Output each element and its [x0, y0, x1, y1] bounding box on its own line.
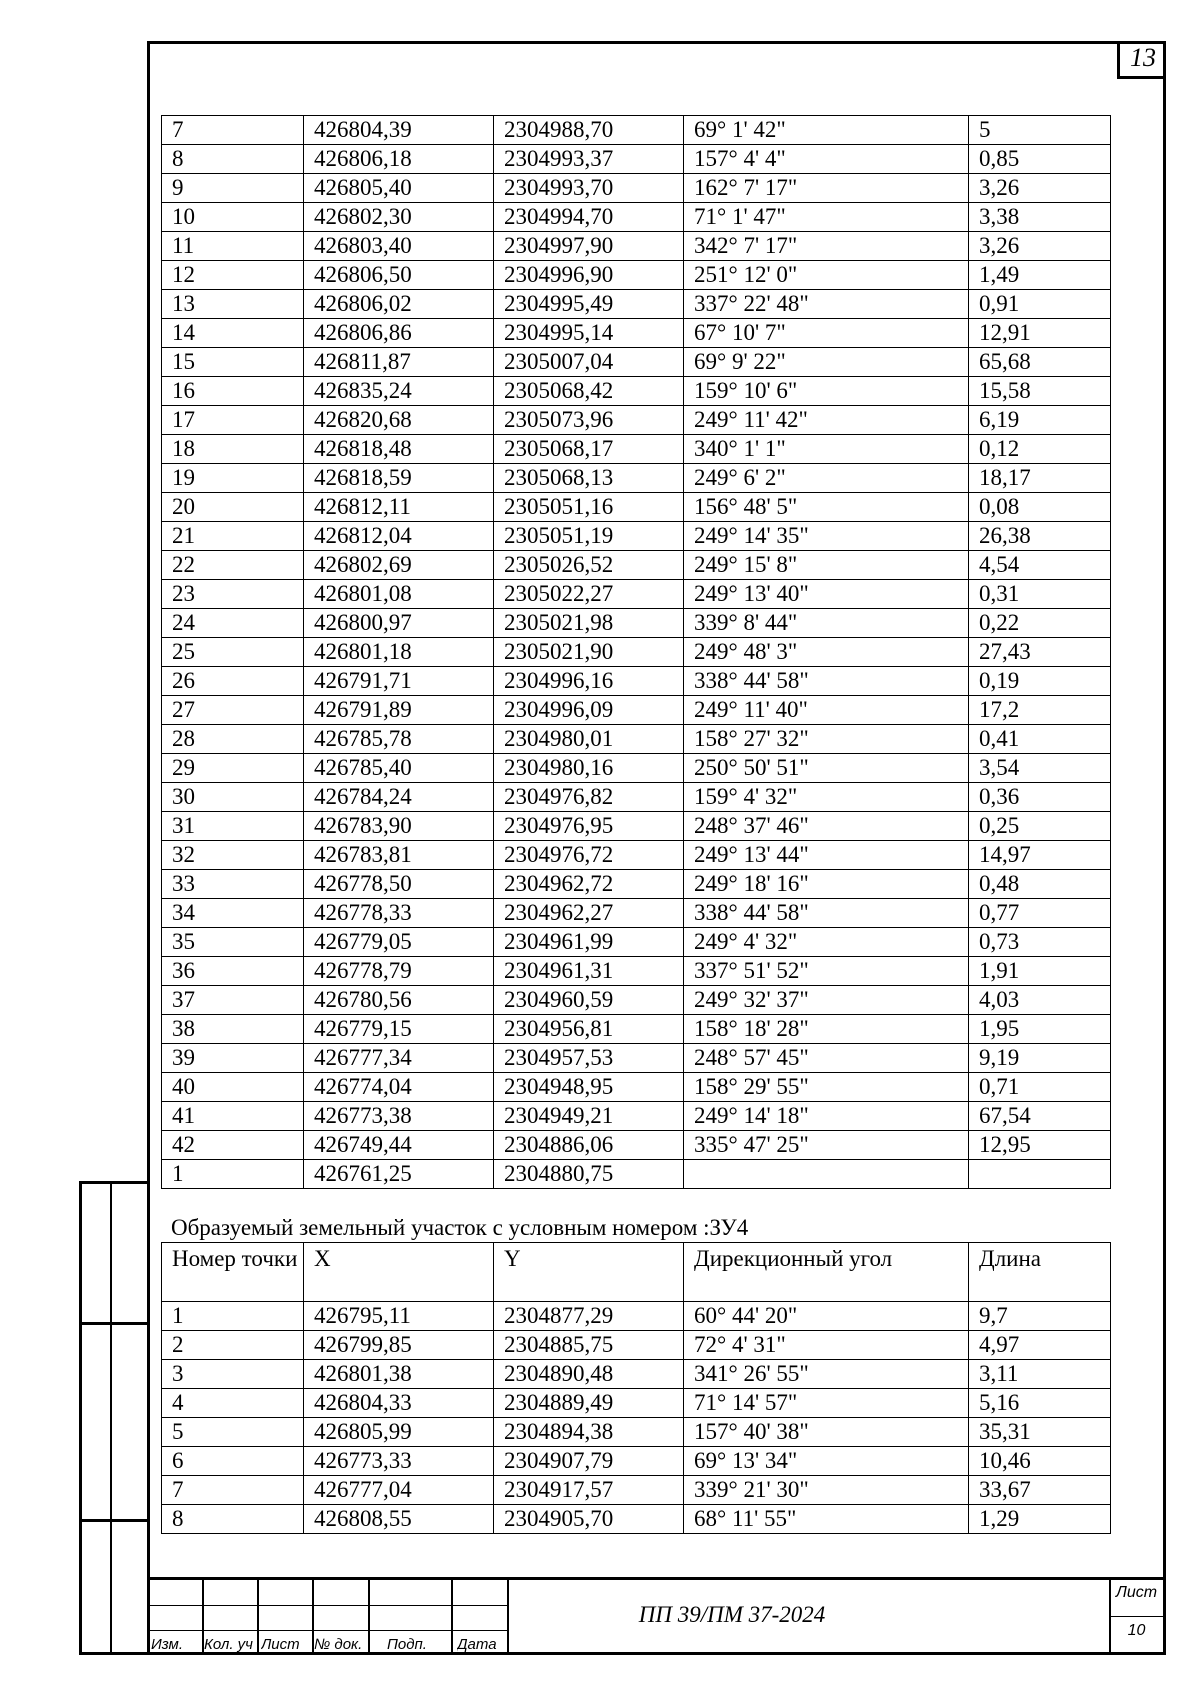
margin-divider — [82, 1519, 150, 1522]
point-number-cell: 25 — [162, 638, 304, 667]
point-number-cell: 29 — [162, 754, 304, 783]
x-coordinate-cell: 426811,87 — [304, 348, 494, 377]
table-row — [162, 841, 1111, 870]
sheet-label: Лист — [1115, 1584, 1158, 1601]
y-coordinate-cell: 2304976,95 — [494, 812, 684, 841]
bearing-cell: 157° 4' 4" — [684, 145, 969, 174]
point-number-cell: 34 — [162, 899, 304, 928]
table-row — [162, 1102, 1111, 1131]
x-coordinate-cell: 426803,40 — [304, 232, 494, 261]
x-coordinate-cell: 426779,05 — [304, 928, 494, 957]
y-coordinate-cell: 2304889,49 — [494, 1389, 684, 1418]
sheet-page-number: 10 — [1127, 1622, 1146, 1639]
bearing-cell: 248° 57' 45" — [684, 1044, 969, 1073]
point-number-cell: 37 — [162, 986, 304, 1015]
y-coordinate-cell: 2304917,57 — [494, 1476, 684, 1505]
point-number-cell: 36 — [162, 957, 304, 986]
x-coordinate-cell: 426779,15 — [304, 1015, 494, 1044]
y-coordinate-cell: 2304905,70 — [494, 1505, 684, 1534]
y-coordinate-cell: 2304957,53 — [494, 1044, 684, 1073]
length-cell: 1,49 — [969, 261, 1111, 290]
x-coordinate-cell: 426761,25 — [304, 1160, 494, 1189]
point-number-cell: 10 — [162, 203, 304, 232]
length-cell — [969, 1160, 1111, 1189]
length-cell: 65,68 — [969, 348, 1111, 377]
table-row — [162, 754, 1111, 783]
bearing-cell: 248° 37' 46" — [684, 812, 969, 841]
x-coordinate-cell: 426802,69 — [304, 551, 494, 580]
y-coordinate-cell: 2304980,16 — [494, 754, 684, 783]
length-cell: 9,19 — [969, 1044, 1111, 1073]
y-coordinate-cell: 2304995,49 — [494, 290, 684, 319]
length-cell: 33,67 — [969, 1476, 1111, 1505]
length-cell: 12,91 — [969, 319, 1111, 348]
bearing-cell: 249° 4' 32" — [684, 928, 969, 957]
bearing-cell: 72° 4' 31" — [684, 1331, 969, 1360]
point-number-cell: 8 — [162, 1505, 304, 1534]
x-coordinate-cell: 426795,11 — [304, 1302, 494, 1331]
table-row — [162, 580, 1111, 609]
x-coordinate-cell: 426820,68 — [304, 406, 494, 435]
bearing-cell: 157° 40' 38" — [684, 1418, 969, 1447]
y-coordinate-cell: 2304980,01 — [494, 725, 684, 754]
bearing-cell: 249° 32' 37" — [684, 986, 969, 1015]
x-coordinate-cell: 426812,11 — [304, 493, 494, 522]
x-coordinate-cell: 426804,39 — [304, 116, 494, 145]
point-number-cell: 6 — [162, 1447, 304, 1476]
length-cell: 6,19 — [969, 406, 1111, 435]
y-coordinate-cell: 2304976,82 — [494, 783, 684, 812]
y-coordinate-cell: 2304956,81 — [494, 1015, 684, 1044]
x-coordinate-cell: 426791,89 — [304, 696, 494, 725]
bearing-cell: 159° 10' 6" — [684, 377, 969, 406]
table-row — [162, 667, 1111, 696]
sheet-number-box — [1117, 41, 1166, 79]
point-number-cell: 17 — [162, 406, 304, 435]
point-number-cell: 39 — [162, 1044, 304, 1073]
bearing-cell: 249° 18' 16" — [684, 870, 969, 899]
point-number-cell: 4 — [162, 1389, 304, 1418]
point-number-cell: 9 — [162, 174, 304, 203]
y-coordinate-cell: 2304880,75 — [494, 1160, 684, 1189]
bearing-cell: 249° 48' 3" — [684, 638, 969, 667]
x-coordinate-cell: 426791,71 — [304, 667, 494, 696]
col-label-list: Лист — [261, 1636, 300, 1653]
x-coordinate-cell: 426777,34 — [304, 1044, 494, 1073]
table-row — [162, 1131, 1111, 1160]
point-number-cell: 14 — [162, 319, 304, 348]
x-coordinate-cell: 426785,78 — [304, 725, 494, 754]
table-row — [162, 638, 1111, 667]
col-label-signature: Подп. — [387, 1636, 427, 1653]
point-number-cell: 30 — [162, 783, 304, 812]
point-number-cell: 26 — [162, 667, 304, 696]
table-row — [162, 1331, 1111, 1360]
table-row — [162, 696, 1111, 725]
point-number-cell: 22 — [162, 551, 304, 580]
y-coordinate-cell: 2305068,13 — [494, 464, 684, 493]
bearing-cell: 339° 8' 44" — [684, 609, 969, 638]
y-coordinate-cell: 2304962,72 — [494, 870, 684, 899]
length-cell: 0,41 — [969, 725, 1111, 754]
table-row — [162, 1447, 1111, 1476]
table-row — [162, 319, 1111, 348]
length-cell: 0,73 — [969, 928, 1111, 957]
bearing-cell: 67° 10' 7" — [684, 319, 969, 348]
y-coordinate-cell: 2304996,09 — [494, 696, 684, 725]
bearing-cell: 249° 13' 44" — [684, 841, 969, 870]
x-coordinate-cell: 426801,38 — [304, 1360, 494, 1389]
title-block-divider — [368, 1580, 370, 1655]
x-coordinate-cell: 426806,18 — [304, 145, 494, 174]
header-bearing: Дирекционный угол — [684, 1243, 969, 1302]
col-label-date: Дата — [457, 1636, 497, 1653]
y-coordinate-cell: 2304996,90 — [494, 261, 684, 290]
y-coordinate-cell: 2304949,21 — [494, 1102, 684, 1131]
y-coordinate-cell: 2305007,04 — [494, 348, 684, 377]
table-row — [162, 232, 1111, 261]
point-number-cell: 13 — [162, 290, 304, 319]
y-coordinate-cell: 2304997,90 — [494, 232, 684, 261]
col-label-doc-number: № док. — [314, 1636, 363, 1653]
y-coordinate-cell: 2305068,17 — [494, 435, 684, 464]
point-number-cell: 7 — [162, 1476, 304, 1505]
table-row — [162, 899, 1111, 928]
section-title: Образуемый земельный участок с условным номером :ЗУ4 — [171, 1215, 749, 1240]
bearing-cell: 250° 50' 51" — [684, 754, 969, 783]
bearing-cell: 68° 11' 55" — [684, 1505, 969, 1534]
table-row — [162, 464, 1111, 493]
x-coordinate-cell: 426780,56 — [304, 986, 494, 1015]
y-coordinate-cell: 2304960,59 — [494, 986, 684, 1015]
length-cell: 67,54 — [969, 1102, 1111, 1131]
x-coordinate-cell: 426805,99 — [304, 1418, 494, 1447]
table-row — [162, 406, 1111, 435]
point-number-cell: 3 — [162, 1360, 304, 1389]
x-coordinate-cell: 426785,40 — [304, 754, 494, 783]
table-row — [162, 261, 1111, 290]
bearing-cell: 249° 15' 8" — [684, 551, 969, 580]
bearing-cell: 249° 14' 18" — [684, 1102, 969, 1131]
table-row — [162, 725, 1111, 754]
length-cell: 0,48 — [969, 870, 1111, 899]
title-block-divider — [451, 1580, 453, 1655]
x-coordinate-cell: 426802,30 — [304, 203, 494, 232]
y-coordinate-cell: 2304961,99 — [494, 928, 684, 957]
y-coordinate-cell: 2304894,38 — [494, 1418, 684, 1447]
table-row — [162, 435, 1111, 464]
length-cell: 0,25 — [969, 812, 1111, 841]
point-number-cell: 41 — [162, 1102, 304, 1131]
margin-stamp — [79, 1181, 150, 1655]
bearing-cell: 158° 18' 28" — [684, 1015, 969, 1044]
margin-divider — [82, 1322, 150, 1325]
x-coordinate-cell: 426783,90 — [304, 812, 494, 841]
length-cell: 3,38 — [969, 203, 1111, 232]
margin-divider — [110, 1184, 112, 1652]
table-row — [162, 1073, 1111, 1102]
length-cell: 0,91 — [969, 290, 1111, 319]
point-number-cell: 18 — [162, 435, 304, 464]
bearing-cell: 71° 14' 57" — [684, 1389, 969, 1418]
length-cell: 10,46 — [969, 1447, 1111, 1476]
table-row — [162, 609, 1111, 638]
table-row — [162, 145, 1111, 174]
y-coordinate-cell: 2304993,37 — [494, 145, 684, 174]
length-cell: 0,77 — [969, 899, 1111, 928]
table-row — [162, 116, 1111, 145]
length-cell: 0,08 — [969, 493, 1111, 522]
bearing-cell — [684, 1160, 969, 1189]
x-coordinate-cell: 426808,55 — [304, 1505, 494, 1534]
point-number-cell: 20 — [162, 493, 304, 522]
length-cell: 27,43 — [969, 638, 1111, 667]
x-coordinate-cell: 426806,86 — [304, 319, 494, 348]
y-coordinate-cell: 2305051,16 — [494, 493, 684, 522]
y-coordinate-cell: 2305073,96 — [494, 406, 684, 435]
x-coordinate-cell: 426783,81 — [304, 841, 494, 870]
x-coordinate-cell: 426812,04 — [304, 522, 494, 551]
table-row — [162, 1505, 1111, 1534]
point-number-cell: 28 — [162, 725, 304, 754]
table-row — [162, 957, 1111, 986]
y-coordinate-cell: 2305022,27 — [494, 580, 684, 609]
point-number-cell: 27 — [162, 696, 304, 725]
y-coordinate-cell: 2304962,27 — [494, 899, 684, 928]
col-label-izm: Изм. — [151, 1636, 183, 1653]
bearing-cell: 251° 12' 0" — [684, 261, 969, 290]
header-y: Y — [494, 1243, 684, 1302]
bearing-cell: 159° 4' 32" — [684, 783, 969, 812]
length-cell: 1,95 — [969, 1015, 1111, 1044]
length-cell: 4,03 — [969, 986, 1111, 1015]
bearing-cell: 69° 1' 42" — [684, 116, 969, 145]
x-coordinate-cell: 426801,18 — [304, 638, 494, 667]
y-coordinate-cell: 2304886,06 — [494, 1131, 684, 1160]
length-cell: 15,58 — [969, 377, 1111, 406]
length-cell: 3,26 — [969, 174, 1111, 203]
y-coordinate-cell: 2304976,72 — [494, 841, 684, 870]
table-row — [162, 290, 1111, 319]
y-coordinate-cell: 2304993,70 — [494, 174, 684, 203]
x-coordinate-cell: 426778,50 — [304, 870, 494, 899]
table-row — [162, 1015, 1111, 1044]
x-coordinate-cell: 426805,40 — [304, 174, 494, 203]
y-coordinate-cell: 2305026,52 — [494, 551, 684, 580]
x-coordinate-cell: 426749,44 — [304, 1131, 494, 1160]
x-coordinate-cell: 426804,33 — [304, 1389, 494, 1418]
table-row — [162, 522, 1111, 551]
table-row — [162, 1302, 1111, 1331]
y-coordinate-cell: 2304907,79 — [494, 1447, 684, 1476]
table-row — [162, 928, 1111, 957]
x-coordinate-cell: 426784,24 — [304, 783, 494, 812]
header-length: Длина — [969, 1243, 1111, 1302]
table-row — [162, 870, 1111, 899]
bearing-cell: 249° 6' 2" — [684, 464, 969, 493]
x-coordinate-cell: 426835,24 — [304, 377, 494, 406]
length-cell: 1,91 — [969, 957, 1111, 986]
length-cell: 1,29 — [969, 1505, 1111, 1534]
x-coordinate-cell: 426774,04 — [304, 1073, 494, 1102]
length-cell: 35,31 — [969, 1418, 1111, 1447]
length-cell: 4,54 — [969, 551, 1111, 580]
bearing-cell: 156° 48' 5" — [684, 493, 969, 522]
length-cell: 17,2 — [969, 696, 1111, 725]
y-coordinate-cell: 2304995,14 — [494, 319, 684, 348]
x-coordinate-cell: 426778,79 — [304, 957, 494, 986]
length-cell: 0,71 — [969, 1073, 1111, 1102]
point-number-cell: 35 — [162, 928, 304, 957]
table-row — [162, 1476, 1111, 1505]
bearing-cell: 342° 7' 17" — [684, 232, 969, 261]
table-row — [162, 203, 1111, 232]
y-coordinate-cell: 2304885,75 — [494, 1331, 684, 1360]
x-coordinate-cell: 426818,48 — [304, 435, 494, 464]
length-cell: 3,54 — [969, 754, 1111, 783]
bearing-cell: 335° 47' 25" — [684, 1131, 969, 1160]
point-number-cell: 12 — [162, 261, 304, 290]
point-number-cell: 21 — [162, 522, 304, 551]
length-cell: 0,19 — [969, 667, 1111, 696]
length-cell: 0,22 — [969, 609, 1111, 638]
table-row — [162, 1418, 1111, 1447]
x-coordinate-cell: 426806,02 — [304, 290, 494, 319]
bearing-cell: 249° 11' 42" — [684, 406, 969, 435]
col-label-kol-uch: Кол. уч — [204, 1636, 253, 1653]
bearing-cell: 337° 22' 48" — [684, 290, 969, 319]
bearing-cell: 337° 51' 52" — [684, 957, 969, 986]
y-coordinate-cell: 2305051,19 — [494, 522, 684, 551]
x-coordinate-cell: 426773,38 — [304, 1102, 494, 1131]
x-coordinate-cell: 426818,59 — [304, 464, 494, 493]
bearing-cell: 60° 44' 20" — [684, 1302, 969, 1331]
title-block-divider — [257, 1580, 259, 1655]
point-number-cell: 11 — [162, 232, 304, 261]
table-row — [162, 812, 1111, 841]
point-number-cell: 8 — [162, 145, 304, 174]
length-cell: 12,95 — [969, 1131, 1111, 1160]
header-x: X — [304, 1243, 494, 1302]
bearing-cell: 341° 26' 55" — [684, 1360, 969, 1389]
document-code: ПП 39/ПМ 37-2024 — [638, 1602, 826, 1627]
point-number-cell: 24 — [162, 609, 304, 638]
bearing-cell: 162° 7' 17" — [684, 174, 969, 203]
length-cell: 3,26 — [969, 232, 1111, 261]
length-cell: 5,16 — [969, 1389, 1111, 1418]
bearing-cell: 249° 11' 40" — [684, 696, 969, 725]
length-cell: 26,38 — [969, 522, 1111, 551]
bearing-cell: 71° 1' 47" — [684, 203, 969, 232]
title-block-rule — [1109, 1616, 1166, 1617]
point-number-cell: 33 — [162, 870, 304, 899]
y-coordinate-cell: 2304961,31 — [494, 957, 684, 986]
y-coordinate-cell: 2304890,48 — [494, 1360, 684, 1389]
point-number-cell: 23 — [162, 580, 304, 609]
table-row — [162, 1044, 1111, 1073]
x-coordinate-cell: 426799,85 — [304, 1331, 494, 1360]
length-cell: 0,36 — [969, 783, 1111, 812]
sheet-number: 13 — [1130, 43, 1156, 72]
bearing-cell: 340° 1' 1" — [684, 435, 969, 464]
point-number-cell: 42 — [162, 1131, 304, 1160]
x-coordinate-cell: 426801,08 — [304, 580, 494, 609]
table-header-row — [162, 1243, 1111, 1302]
length-cell: 0,31 — [969, 580, 1111, 609]
table-row — [162, 174, 1111, 203]
length-cell: 4,97 — [969, 1331, 1111, 1360]
bearing-cell: 249° 13' 40" — [684, 580, 969, 609]
point-number-cell: 40 — [162, 1073, 304, 1102]
y-coordinate-cell: 2305021,98 — [494, 609, 684, 638]
length-cell: 0,12 — [969, 435, 1111, 464]
bearing-cell: 69° 13' 34" — [684, 1447, 969, 1476]
x-coordinate-cell: 426800,97 — [304, 609, 494, 638]
x-coordinate-cell: 426777,04 — [304, 1476, 494, 1505]
bearing-cell: 249° 14' 35" — [684, 522, 969, 551]
bearing-cell: 338° 44' 58" — [684, 899, 969, 928]
point-number-cell: 15 — [162, 348, 304, 377]
point-number-cell: 7 — [162, 116, 304, 145]
table-row — [162, 1389, 1111, 1418]
y-coordinate-cell: 2304988,70 — [494, 116, 684, 145]
x-coordinate-cell: 426806,50 — [304, 261, 494, 290]
coordinates-table-continued — [161, 115, 1111, 1189]
length-cell: 14,97 — [969, 841, 1111, 870]
point-number-cell: 31 — [162, 812, 304, 841]
bearing-cell: 69° 9' 22" — [684, 348, 969, 377]
x-coordinate-cell: 426778,33 — [304, 899, 494, 928]
table-row — [162, 348, 1111, 377]
y-coordinate-cell: 2304996,16 — [494, 667, 684, 696]
table-row — [162, 1360, 1111, 1389]
length-cell: 5 — [969, 116, 1111, 145]
length-cell: 18,17 — [969, 464, 1111, 493]
point-number-cell: 16 — [162, 377, 304, 406]
title-block — [147, 1577, 1166, 1655]
bearing-cell: 158° 29' 55" — [684, 1073, 969, 1102]
point-number-cell: 32 — [162, 841, 304, 870]
y-coordinate-cell: 2305021,90 — [494, 638, 684, 667]
point-number-cell: 2 — [162, 1331, 304, 1360]
length-cell: 3,11 — [969, 1360, 1111, 1389]
table-row — [162, 1160, 1111, 1189]
point-number-cell: 5 — [162, 1418, 304, 1447]
x-coordinate-cell: 426773,33 — [304, 1447, 494, 1476]
header-point-number: Номер точки — [162, 1243, 304, 1302]
table-row — [162, 986, 1111, 1015]
bearing-cell: 339° 21' 30" — [684, 1476, 969, 1505]
bearing-cell: 338° 44' 58" — [684, 667, 969, 696]
bearing-cell: 158° 27' 32" — [684, 725, 969, 754]
coordinates-table-zu4 — [161, 1242, 1111, 1534]
point-number-cell: 1 — [162, 1302, 304, 1331]
point-number-cell: 19 — [162, 464, 304, 493]
table-row — [162, 783, 1111, 812]
length-cell: 0,85 — [969, 145, 1111, 174]
y-coordinate-cell: 2305068,42 — [494, 377, 684, 406]
table-row — [162, 551, 1111, 580]
y-coordinate-cell: 2304948,95 — [494, 1073, 684, 1102]
table-row — [162, 493, 1111, 522]
length-cell: 9,7 — [969, 1302, 1111, 1331]
table-row — [162, 377, 1111, 406]
y-coordinate-cell: 2304877,29 — [494, 1302, 684, 1331]
y-coordinate-cell: 2304994,70 — [494, 203, 684, 232]
point-number-cell: 38 — [162, 1015, 304, 1044]
point-number-cell: 1 — [162, 1160, 304, 1189]
